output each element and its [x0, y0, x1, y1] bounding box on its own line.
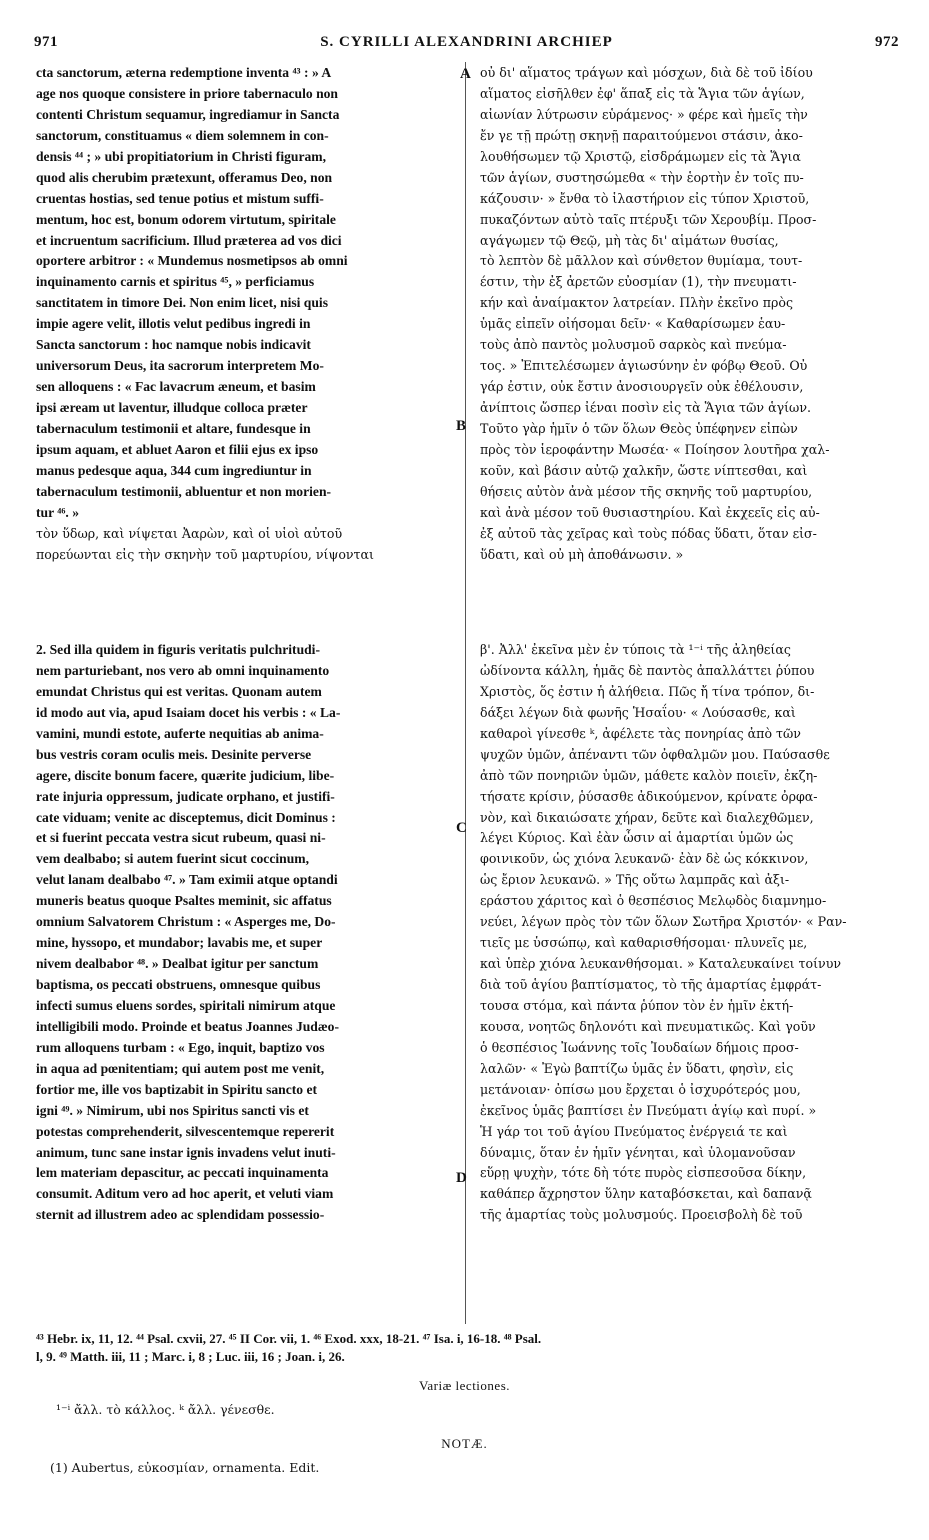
- latin-line: inquinamento carnis et spiritus ⁴⁵, » perficiamus: [36, 274, 315, 290]
- greek-line: τὸ λεπτὸν δὲ μᾶλλον καὶ σύνθετον θυμίαμα, τουτ-: [480, 253, 803, 269]
- latin-line: mine, hyssopo, et mundabor; lavabis me, et super: [36, 935, 323, 951]
- latin-line: lem materiam depascitur, ac peccati inquinamenta: [36, 1165, 329, 1181]
- greek-line: αἰωνίαν λύτρωσιν εὑράμενος· » φέρε καὶ ἡμεῖς τὴν: [480, 106, 808, 122]
- latin-line: oportere arbitror : « Mundemus nosmetipsos ab omni: [36, 253, 348, 269]
- margin-marker-a: A: [460, 66, 471, 82]
- latin-line: rum alloquens turbam : « Ego, inquit, baptizo vos: [36, 1039, 325, 1055]
- greek-line: εὕρῃ ψυχὴν, τότε δὴ τότε πυρὸς εἰσπεσοῦσα δίκην,: [480, 1165, 807, 1181]
- latin-line: tabernaculum testimonii, abluentur et non morien-: [36, 483, 332, 499]
- greek-line: λαλῶν· « Ἐγὼ βαπτίζω ὑμᾶς ἐν ὕδατι, φησὶν, εἰς: [480, 1060, 794, 1076]
- latin-line: ipsi æream ut laventur, illudque colloca præter: [36, 400, 308, 415]
- greek-line: ὠδίνοντα κάλλη, ἡμᾶς δὲ παντὸς ἀπαλλάττει ῥύπου: [480, 662, 815, 678]
- greek-line: Τοῦτο γὰρ ἡμῖν ὁ τῶν ὅλων Θεὸς ὑπέφηνεν εἰπὼν: [480, 420, 798, 436]
- greek-line: κουσα, νοητῶς δηλονότι καὶ πνευματικῶς. Καὶ γοῦν: [480, 1018, 816, 1034]
- fullwidth-line-1-left: τὸν ὕδωρ, καὶ νίψεται Ἀαρὼν, καὶ οἱ υἱοὶ αὐτοῦ: [36, 526, 343, 541]
- greek-line: εράστου χάριτος καὶ ὁ θεσπέσιος Μελῳδὸς διαμνημο-: [480, 893, 827, 909]
- greek-line: τῆς ἁμαρτίας τοὺς μολυσμούς. Προεισβολὴ δὲ τοῦ: [480, 1207, 803, 1223]
- latin-line: nivem dealbabor ⁴⁸. » Dealbat igitur per sanctum: [36, 956, 319, 972]
- greek-line: λέγει Κύριος. Καὶ ἐὰν ὦσιν αἱ ἁμαρτίαι ὑμῶν ὡς: [480, 830, 794, 846]
- fullwidth-line-1: [36, 524, 906, 545]
- latin-line: muneris beatus quoque Psaltes meminit, sic affatus: [36, 893, 332, 909]
- greek-line: δύναμις, ὅταν ἐν ἡμῖν γένηται, καὶ ὑλομανοῦσαν: [480, 1144, 796, 1160]
- latin-line: emundat Christus qui est veritas. Quonam autem: [36, 683, 322, 699]
- latin-line: cta sanctorum, æterna redemptione inventa ⁴³ : » A: [36, 65, 332, 80]
- variae-lectiones-title: Variæ lectiones.: [418, 1378, 511, 1393]
- latin-line: nem parturiebant, nos vero ab omni inquinamento: [36, 662, 330, 678]
- latin-line: id modo aut via, apud Isaiam docet his verbis : « La-: [36, 704, 341, 720]
- greek-line: τοὺς ἀπὸ παντὸς μολυσμοῦ σαρκὸς καὶ πνεύμα-: [480, 337, 787, 353]
- latin-line: impie agere velit, illotis velut pedibus ingredi in: [36, 316, 311, 332]
- greek-line: τήσατε κρίσιν, ῥύσασθε ἀδικούμενον, κρίνατε ὀρφα-: [480, 788, 818, 804]
- fullwidth-line-2-right: ὕδατι, καὶ οὐ μὴ ἀποθάνωσιν. »: [480, 546, 684, 562]
- greek-line: κάζουσιν· » ἔνθα τὸ ἱλαστήριον εἰς τύπον Χριστοῦ,: [480, 190, 810, 206]
- latin-line: potestas comprehenderit, silvescentemque repererit: [36, 1123, 335, 1139]
- fullwidth-line-2: [36, 545, 906, 566]
- footnote-line-2: l, 9. ⁴⁹ Matth. iii, 11 ; Marc. i, 8 ; Luc. iii, 16 ; Joan. i, 26.: [36, 1349, 345, 1364]
- latin-line: velut lanam dealbabo ⁴⁷. » Tam eximii atque optandi: [36, 872, 338, 888]
- latin-line: agere, discite bonum facere, quærite judicium, libe-: [36, 767, 335, 783]
- variae-lectiones-line: ¹⁻ⁱ ἄλλ. τὸ κάλλος. ᵏ ἄλλ. γένεσθε.: [56, 1402, 275, 1417]
- greek-line: ἀνίπτοις ὥσπερ ἰέναι ποσὶν εἰς τὰ Ἅγια τῶν ἁγίων.: [480, 400, 811, 415]
- latin-line: mentum, hoc est, bonum odorem virtutum, spiritale: [36, 211, 336, 227]
- greek-line: ὁ θεσπέσιος Ἰωάννης τοῖς Ἰουδαίων δήμοις προσ-: [480, 1039, 799, 1055]
- latin-line: infecti sumus eluens sordes, spiritali nimirum atque: [36, 997, 336, 1013]
- latin-column-upper: [36, 63, 456, 524]
- greek-line: ἀπὸ τῶν πονηριῶν ὑμῶν, μάθετε καλὸν ποιεῖν, ἐκζη-: [480, 767, 818, 783]
- fullwidth-greek-block: [36, 524, 906, 566]
- latin-line: universorum Deus, ita sacrorum interpretem Mo-: [36, 358, 324, 374]
- latin-line: sanctitatem in timore Dei. Non enim licet, nisi quis: [36, 295, 328, 311]
- greek-line: τῶν ἁγίων, συστησώμεθα « τὴν ἑορτὴν ἐν τοῖς πυ-: [480, 169, 804, 185]
- greek-line: καὶ ὑπὲρ χιόνα λευκανθήσομαι. » Καταλευκαίνει τοίνυν: [480, 956, 842, 972]
- greek-line: οὐ δι' αἵματος τράγων καὶ μόσχων, διὰ δὲ τοῦ ἰδίου: [480, 65, 813, 80]
- latin-line: sanctorum, constituamus « diem solemnem in con-: [36, 127, 329, 143]
- latin-line: in aqua ad pœnitentiam; qui autem post me venit,: [36, 1060, 325, 1076]
- latin-line: igni ⁴⁹. » Nimirum, ubi nos Spiritus sancti vis et: [36, 1102, 309, 1118]
- greek-line: ἔν γε τῇ πρώτῃ σκηνῇ παραιτούμενοι στάσιν, ἀκο-: [480, 127, 803, 143]
- latin-line: bus vestris coram oculis meis. Desinite perverse: [36, 746, 312, 762]
- greek-line: καθαροὶ γίνεσθε ᵏ, ἀφέλετε τὰς πονηρίας ἀπὸ τῶν: [480, 725, 801, 741]
- latin-line: quod alis cherubim prætexunt, offeramus Deo, non: [36, 169, 333, 185]
- greek-line: τος. » Ἐπιτελέσωμεν ἁγιωσύνην ἐν φόβῳ Θεοῦ. Οὐ: [480, 358, 808, 374]
- latin-line: sen alloquens : « Fac lavacrum æneum, et basim: [36, 379, 316, 395]
- greek-line: λουθήσωμεν τῷ Χριστῷ, εἰσδράμωμεν εἰς τὰ Ἅγια: [480, 148, 801, 164]
- greek-line: καὶ ἀνὰ μέσον τοῦ θυσιαστηρίου. Καὶ ἐκχεεῖς εἰς αὐ-: [480, 504, 820, 520]
- latin-line: Sancta sanctorum : hoc namque nobis indicavit: [36, 337, 311, 353]
- notae-line: (1) Aubertus, εὐκοσμίαν, ornamenta. Edit.: [50, 1460, 320, 1475]
- greek-line: αἵματος εἰσῆλθεν ἐφ' ἅπαξ εἰς τὰ Ἅγια τῶν ἁγίων,: [480, 85, 805, 101]
- page-number-left: 971: [34, 34, 58, 50]
- greek-line: θήσεις αὐτὸν ἀνὰ μέσον τῆς σκηνῆς τοῦ μαρτυρίου,: [480, 483, 813, 499]
- latin-line: contenti Christum sequamur, ingrediamur in Sancta: [36, 106, 340, 122]
- greek-line: κήν καὶ ἀναίμακτον λατρείαν. Πλὴν ἐκεῖνο πρὸς: [480, 295, 794, 311]
- greek-line: Χριστὸς, ὅς ἐστιν ἡ ἀλήθεια. Πῶς ἤ τίνα τρόπον, δι-: [480, 683, 815, 699]
- latin-line: animum, tunc sane instar ignis invadens velut inuti-: [36, 1144, 336, 1160]
- latin-line: rate injuria oppressum, judicate orphano, et justifi-: [36, 788, 335, 804]
- greek-line: τουσα στόμα, καὶ πάντα ῥύπον τὸν ἐν ἡμῖν ἐκτή-: [480, 997, 794, 1013]
- latin-line: et si fuerint peccata vestra sicut rubeum, quasi ni-: [36, 830, 326, 846]
- latin-line: cate viduam; venite ac disceptemus, dicit Dominus :: [36, 809, 336, 825]
- latin-line: tur ⁴⁶. »: [36, 504, 80, 520]
- page-header: [34, 34, 899, 58]
- column-divider: [465, 62, 466, 1324]
- latin-line: cruentas hostias, sed tenue potius et mistum suffi-: [36, 190, 324, 206]
- latin-line: ipsum aquam, et abluet Aaron et filii ejus ex ipso: [36, 441, 319, 457]
- latin-column-lower: [36, 640, 456, 1226]
- footnote-line-1: ⁴³ Hebr. ix, 11, 12. ⁴⁴ Psal. cxvii, 27. ⁴⁵ II Cor. vii, 1. ⁴⁶ Exod. xxx, 18-21. ⁴⁷ Isa. i, 16-18. ⁴⁸ Psal.: [36, 1331, 542, 1346]
- greek-line: ὡς ἔριον λευκανῶ. » Τῆς οὕτω λαμπρᾶς καὶ ἀξι-: [480, 872, 790, 888]
- greek-line: ἐκεῖνος ὑμᾶς βαπτίσει ἐν Πνεύματι ἁγίῳ καὶ πυρί. »: [480, 1102, 817, 1118]
- latin-line: tabernaculum testimonii et altare, fundesque in: [36, 420, 311, 436]
- latin-line: age nos quoque consistere in priore tabernaculo non: [36, 85, 338, 101]
- greek-line: καθάπερ ἄχρηστον ὕλην καταβόσκεται, καὶ δαπανᾷ: [480, 1186, 812, 1202]
- footnotes: [36, 1330, 895, 1366]
- greek-line: έστιν, τὴν ἐξ ἀρετῶν εὐοσμίαν (1), τὴν πνευματι-: [480, 274, 797, 290]
- fullwidth-line-2-left: πορεύωνται εἰς τὴν σκηνὴν τοῦ μαρτυρίου, νίψονται: [36, 546, 374, 562]
- fullwidth-line-1-right: ἐξ αὐτοῦ τὰς χεῖρας καὶ τοὺς πόδας ὕδατι, ὅταν εἰσ-: [480, 526, 817, 541]
- greek-line: Ἡ γάρ τοι τοῦ ἁγίου Πνεύματος ἐνέργειά τε καὶ: [480, 1123, 788, 1139]
- latin-line: manus pedesque aqua, 344 cum ingrediuntur in: [36, 462, 312, 478]
- greek-line: φοινικοῦν, ὡς χιόνα λευκανῶ· ἐὰν δὲ ὡς κόκκινον,: [480, 851, 809, 867]
- latin-line: consumit. Aditum vero ad hoc aperit, et veluti viam: [36, 1186, 334, 1202]
- greek-line: πυκαζόντων αὐτὸ ταῖς πτέρυξι τῶν Χερουβίμ. Προσ-: [480, 211, 817, 227]
- latin-line: sternit ad illustrem adeo ac splendidam possessio-: [36, 1207, 325, 1223]
- running-title: S. CYRILLI ALEXANDRINI ARCHIEP: [320, 34, 613, 50]
- greek-line: πρὸς τὸν ἱεροφάντην Μωσέα· « Ποίησον λουτῆρα χαλ-: [480, 441, 830, 457]
- latin-line: 2. Sed illa quidem in figuris veritatis pulchritudi-: [36, 642, 320, 657]
- latin-line: intelligibili modo. Proinde et beatus Joannes Judæo-: [36, 1018, 339, 1034]
- margin-marker-d: D: [456, 1170, 467, 1186]
- greek-line: διὰ τοῦ ἁγίου βαπτίσματος, τὸ τῆς ἁμαρτίας ἐμφράτ-: [480, 977, 822, 992]
- greek-line: νεύει, λέγων πρὸς τὸν τῶν ὅλων Σωτῆρα Χριστόν· « Ραν-: [480, 914, 847, 930]
- latin-line: vamini, mundi estote, auferte nequitias ab anima-: [36, 725, 324, 741]
- greek-line: νὸν, καὶ δικαιώσατε χήραν, δεῦτε καὶ διαλεχθῶμεν,: [480, 809, 814, 825]
- latin-line: omnium Salvatorem Christum : « Asperges me, Do-: [36, 914, 336, 930]
- greek-line: κοῦν, καὶ βάσιν αὐτῷ χαλκῆν, ὥστε νίπτεσθαι, καὶ: [480, 462, 808, 478]
- greek-column-lower: [480, 640, 890, 1226]
- greek-line: δάξει λέγων διὰ φωνῆς Ἡσαΐου· « Λούσασθε, καὶ: [480, 704, 796, 720]
- latin-line: et incruentum sacrificium. Illud præterea ad vos dici: [36, 232, 342, 248]
- latin-line: baptisma, os peccati obstruens, omnesque quibus: [36, 977, 321, 992]
- greek-line: ὑμᾶς εἰπεῖν οἰήσομαι δεῖν· « Καθαρίσωμεν ἑαυ-: [480, 316, 786, 332]
- greek-line: μετάνοιαν· ὀπίσω μου ἔρχεται ὁ ἰσχυρότερός μου,: [480, 1081, 801, 1097]
- margin-marker-c: C: [456, 820, 467, 836]
- latin-line: vem dealbabo; si autem fuerint sicut coccinum,: [36, 851, 309, 867]
- margin-marker-b: B: [456, 418, 467, 434]
- page-number-right: 972: [875, 34, 899, 50]
- greek-line: γάρ ἐστιν, οὐκ ἔστιν ἀνοσιουργεῖν οὐκ ἐθέλουσιν,: [480, 379, 804, 395]
- greek-line: β'. Ἀλλ' ἐκεῖνα μὲν ἐν τύποις τὰ ¹⁻ⁱ τῆς ἀληθείας: [480, 642, 791, 657]
- latin-line: fortior me, ille vos baptizabit in Spiritu sancto et: [36, 1081, 318, 1097]
- greek-line: ψυχῶν ὑμῶν, ἀπέναντι τῶν ὀφθαλμῶν μου. Παύσασθε: [480, 746, 830, 762]
- greek-line: τιεῖς με ὑσσώπῳ, καὶ καθαρισθήσομαι· πλυνεῖς με,: [480, 935, 808, 951]
- greek-line: αγάγωμεν τῷ Θεῷ, μὴ τὰς δι' αἱμάτων θυσίας,: [480, 232, 779, 248]
- greek-column-upper: [480, 63, 890, 524]
- notae-title: NOTÆ.: [441, 1436, 488, 1451]
- latin-line: densis ⁴⁴ ; » ubi propitiatorium in Christi figuram,: [36, 148, 327, 164]
